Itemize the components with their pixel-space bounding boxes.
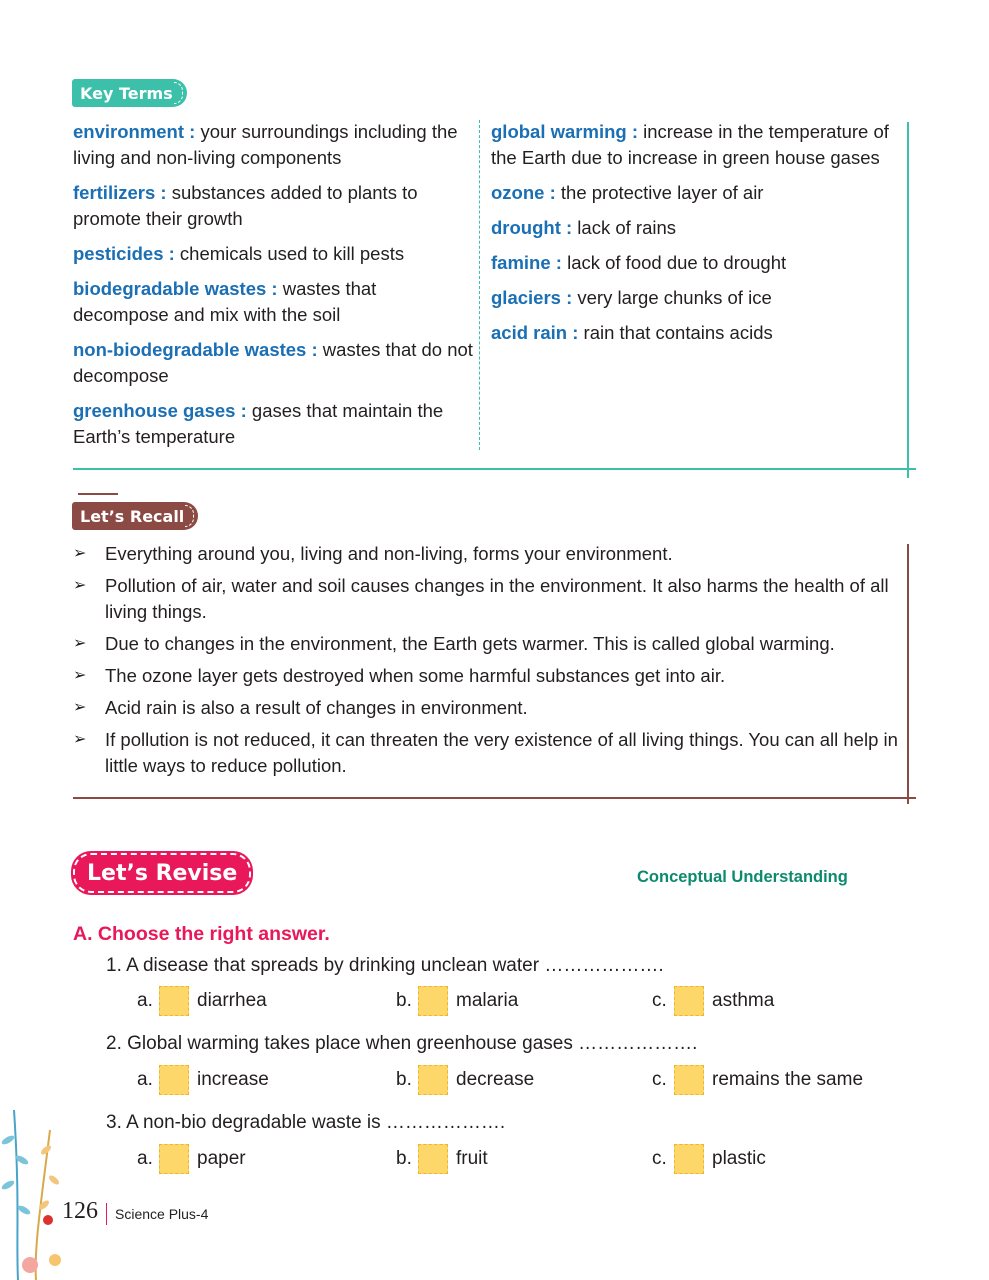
list-item: ➢ Due to changes in the environment, the Earth gets warmer. This is called global warming. bbox=[73, 631, 903, 657]
question-3: 3. A non-bio degradable waste is ………………. bbox=[106, 1112, 506, 1133]
arrow-bullet-icon: ➢ bbox=[73, 667, 87, 684]
category-label: Conceptual Understanding bbox=[637, 868, 848, 886]
footer-divider bbox=[106, 1203, 107, 1225]
answer-checkbox[interactable] bbox=[418, 986, 448, 1016]
recall-list bbox=[73, 541, 903, 785]
arrow-bullet-icon: ➢ bbox=[73, 577, 87, 594]
answer-checkbox[interactable] bbox=[159, 1144, 189, 1174]
arrow-bullet-icon: ➢ bbox=[73, 635, 87, 652]
option-3c[interactable]: c. plastic bbox=[652, 1144, 766, 1174]
answer-checkbox[interactable] bbox=[418, 1065, 448, 1095]
key-term: pesticides : chemicals used to kill pests bbox=[73, 243, 405, 264]
option-1b[interactable]: b. malaria bbox=[396, 986, 518, 1016]
option-3a[interactable]: a. paper bbox=[137, 1144, 246, 1174]
key-term: famine : lack of food due to drought bbox=[491, 252, 787, 273]
key-terms-right-column bbox=[491, 119, 901, 355]
arrow-bullet-icon: ➢ bbox=[73, 731, 87, 748]
section-border bbox=[907, 544, 909, 804]
column-divider bbox=[479, 120, 480, 450]
option-1a[interactable]: a. diarrhea bbox=[137, 986, 267, 1016]
list-item: ➢ If pollution is not reduced, it can threaten the very existence of all living things. You can all help in little ways to reduce pollution. bbox=[73, 729, 898, 776]
key-term: fertilizers : substances added to plants to promote their growth bbox=[73, 182, 418, 229]
answer-checkbox[interactable] bbox=[674, 1144, 704, 1174]
key-term: glaciers : very large chunks of ice bbox=[491, 287, 772, 308]
answer-checkbox[interactable] bbox=[159, 986, 189, 1016]
key-terms-left-column bbox=[73, 119, 473, 459]
question-2: 2. Global warming takes place when greenhouse gases ………………. bbox=[106, 1033, 698, 1054]
arrow-bullet-icon: ➢ bbox=[73, 545, 87, 562]
key-term: drought : lack of rains bbox=[491, 217, 677, 238]
page-number: 126 bbox=[62, 1198, 98, 1224]
list-item: ➢ Acid rain is also a result of changes in environment. bbox=[73, 695, 903, 721]
list-item: ➢ Pollution of air, water and soil causes changes in the environment. It also harms the health of all living things. bbox=[73, 575, 889, 622]
section-border bbox=[73, 468, 916, 470]
key-term: acid rain : rain that contains acids bbox=[491, 322, 773, 343]
answer-checkbox[interactable] bbox=[674, 986, 704, 1016]
plant-decoration-icon bbox=[0, 1100, 70, 1280]
key-term: global warming : increase in the temperature of the Earth due to increase in green house gases bbox=[491, 121, 889, 168]
key-terms-label: Key Terms bbox=[72, 79, 187, 107]
option-3b[interactable]: b. fruit bbox=[396, 1144, 488, 1174]
lets-revise-label: Let’s Revise bbox=[73, 853, 251, 893]
key-term: non-biodegradable wastes : wastes that do not decompose bbox=[73, 339, 473, 386]
section-border bbox=[73, 797, 916, 799]
list-item: ➢ The ozone layer gets destroyed when some harmful substances get into air. bbox=[73, 663, 903, 689]
decorative-line bbox=[78, 493, 118, 495]
key-term: environment : your surroundings including the living and non-living components bbox=[73, 121, 458, 168]
list-item: ➢ Everything around you, living and non-living, forms your environment. bbox=[73, 541, 903, 567]
lets-recall-label: Let’s Recall bbox=[72, 502, 198, 530]
section-border bbox=[907, 122, 909, 478]
question-1: 1. A disease that spreads by drinking unclean water ………………. bbox=[106, 955, 664, 976]
key-term: biodegradable wastes : wastes that decompose and mix with the soil bbox=[73, 278, 377, 325]
option-2b[interactable]: b. decrease bbox=[396, 1065, 534, 1095]
arrow-bullet-icon: ➢ bbox=[73, 699, 87, 716]
key-term: ozone : the protective layer of air bbox=[491, 182, 764, 203]
section-heading: A. Choose the right answer. bbox=[73, 923, 330, 945]
answer-checkbox[interactable] bbox=[418, 1144, 448, 1174]
answer-checkbox[interactable] bbox=[159, 1065, 189, 1095]
option-2a[interactable]: a. increase bbox=[137, 1065, 269, 1095]
book-title: Science Plus-4 bbox=[115, 1206, 209, 1222]
answer-checkbox[interactable] bbox=[674, 1065, 704, 1095]
key-term: greenhouse gases : gases that maintain the Earth’s temperature bbox=[73, 400, 444, 447]
option-2c[interactable]: c. remains the same bbox=[652, 1065, 863, 1095]
option-1c[interactable]: c. asthma bbox=[652, 986, 774, 1016]
